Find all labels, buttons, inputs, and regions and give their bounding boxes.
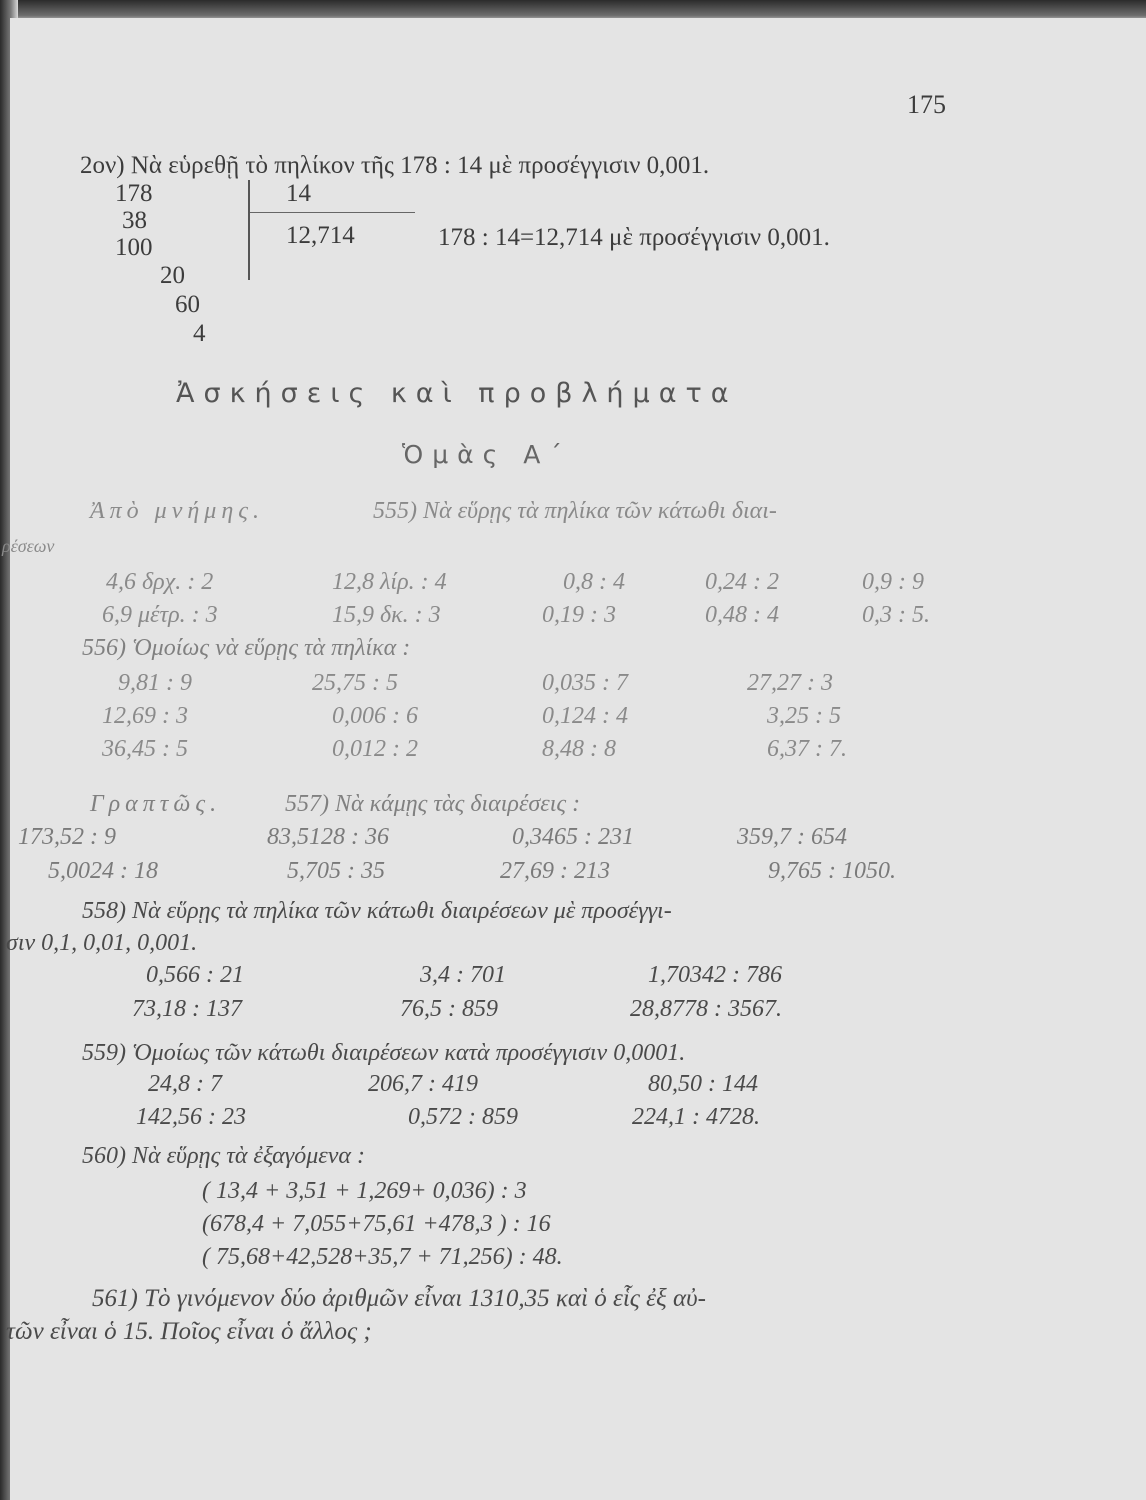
- ex555-item: 0,8 : 4: [563, 569, 625, 595]
- exercise-561-line2: τῶν εἶναι ὁ 15. Ποῖος εἶναι ὁ ἄλλος ;: [6, 1318, 372, 1345]
- division-step: 100: [115, 234, 153, 261]
- ex558-item: 73,18 : 137: [132, 996, 242, 1022]
- exercise-558-line2: σιν 0,1, 0,01, 0,001.: [6, 930, 198, 956]
- ex556-item: 0,035 : 7: [542, 670, 628, 696]
- ex556-item: 6,37 : 7.: [767, 736, 847, 762]
- ex556-item: 12,69 : 3: [102, 703, 188, 729]
- exercise-557: 557) Νὰ κάμῃς τὰς διαιρέσεις :: [285, 791, 581, 817]
- exercise-556: 556) Ὁμοίως νὰ εὕρῃς τὰ πηλίκα :: [82, 635, 411, 661]
- ex557-item: 5,0024 : 18: [48, 858, 158, 884]
- ex556-item: 25,75 : 5: [312, 670, 398, 696]
- exercise-558-line1: 558) Νὰ εὕρῃς τὰ πηλίκα τῶν κάτωθι διαιρέσεων μὲ προσέγγι-: [82, 898, 672, 924]
- ex555-item: 0,48 : 4: [705, 602, 779, 628]
- ex555-item: 12,8 λίρ. : 4: [332, 569, 447, 595]
- ex555-item: 0,3 : 5.: [862, 602, 930, 628]
- ex555-item: 0,9 : 9: [862, 569, 924, 595]
- ex556-item: 0,124 : 4: [542, 703, 628, 729]
- ex559-item: 80,50 : 144: [648, 1071, 758, 1097]
- exercise-559: 559) Ὁμοίως τῶν κάτωθι διαιρέσεων κατὰ προσέγγισιν 0,0001.: [82, 1040, 686, 1066]
- division-result: 178 : 14=12,714 μὲ προσέγγισιν 0,001.: [438, 224, 830, 251]
- ex558-item: 1,70342 : 786: [648, 962, 782, 988]
- ex559-item: 0,572 : 859: [408, 1104, 518, 1130]
- ex559-item: 24,8 : 7: [148, 1071, 222, 1097]
- divisor: 14: [286, 180, 311, 207]
- exercise-560: 560) Νὰ εὕρῃς τὰ ἐξαγόμενα :: [82, 1143, 365, 1169]
- ex555-item: 6,9 μέτρ. : 3: [102, 602, 218, 628]
- division-step: 20: [160, 262, 185, 289]
- exercise-555: 555) Νὰ εὕρῃς τὰ πηλίκα τῶν κάτωθι διαι-: [373, 498, 777, 524]
- ex556-item: 0,006 : 6: [332, 703, 418, 729]
- division-bar: [248, 180, 250, 280]
- ex555-item: 4,6 δρχ. : 2: [106, 569, 214, 595]
- ex556-item: 36,45 : 5: [102, 736, 188, 762]
- ex556-item: 9,81 : 9: [118, 670, 192, 696]
- section-heading: Ἀσκήσεις καὶ προβλήματα: [176, 378, 738, 409]
- ex556-item: 3,25 : 5: [767, 703, 841, 729]
- division-step: 38: [122, 207, 147, 234]
- intro-line: 2ον) Νὰ εὑρεθῇ τὸ πηλίκον τῆς 178 : 14 μὲ προσέγγισιν 0,001.: [80, 152, 710, 179]
- ex558-item: 0,566 : 21: [146, 962, 244, 988]
- division-step: 4: [193, 320, 206, 347]
- ex555-item: 15,9 δκ. : 3: [332, 602, 441, 628]
- ex556-item: 27,27 : 3: [747, 670, 833, 696]
- ex557-item: 359,7 : 654: [737, 824, 847, 850]
- label-written: Γραπτῶς.: [90, 791, 222, 817]
- ex556-item: 8,48 : 8: [542, 736, 616, 762]
- ex557-item: 9,765 : 1050.: [768, 858, 896, 884]
- page-number: 175: [907, 90, 946, 119]
- ex560-expression: ( 13,4 + 3,51 + 1,269+ 0,036) : 3: [202, 1178, 527, 1204]
- ex559-item: 224,1 : 4728.: [632, 1104, 760, 1130]
- ex556-item: 0,012 : 2: [332, 736, 418, 762]
- ex557-item: 0,3465 : 231: [512, 824, 634, 850]
- exercise-561-line1: 561) Τὸ γινόμενον δύο ἀριθμῶν εἶναι 1310,35 καὶ ὁ εἷς ἐξ αὐ-: [92, 1285, 706, 1312]
- ex560-expression: ( 75,68+42,528+35,7 + 71,256) : 48.: [202, 1244, 563, 1270]
- group-heading: Ὁμὰς Α΄: [402, 440, 571, 469]
- divisor-underline: [250, 212, 415, 213]
- ex557-item: 5,705 : 35: [287, 858, 385, 884]
- division-step: 178: [115, 180, 153, 207]
- ex559-item: 206,7 : 419: [368, 1071, 478, 1097]
- ex560-expression: (678,4 + 7,055+75,61 +478,3 ) : 16: [202, 1211, 551, 1237]
- ex558-item: 28,8778 : 3567.: [630, 996, 782, 1022]
- ex557-item: 83,5128 : 36: [267, 824, 389, 850]
- ex558-item: 76,5 : 859: [400, 996, 498, 1022]
- ex555-item: 0,24 : 2: [705, 569, 779, 595]
- division-step: 60: [175, 291, 200, 318]
- ex558-item: 3,4 : 701: [420, 962, 506, 988]
- ex557-item: 27,69 : 213: [500, 858, 610, 884]
- label-from-memory: Ἀπὸ μνήμης.: [90, 498, 264, 524]
- exercise-555-cont: ρέσεων: [2, 536, 55, 556]
- ex557-item: 173,52 : 9: [18, 824, 116, 850]
- ex559-item: 142,56 : 23: [136, 1104, 246, 1130]
- book-page: [2, 18, 1146, 1500]
- ex555-item: 0,19 : 3: [542, 602, 616, 628]
- quotient: 12,714: [286, 222, 355, 249]
